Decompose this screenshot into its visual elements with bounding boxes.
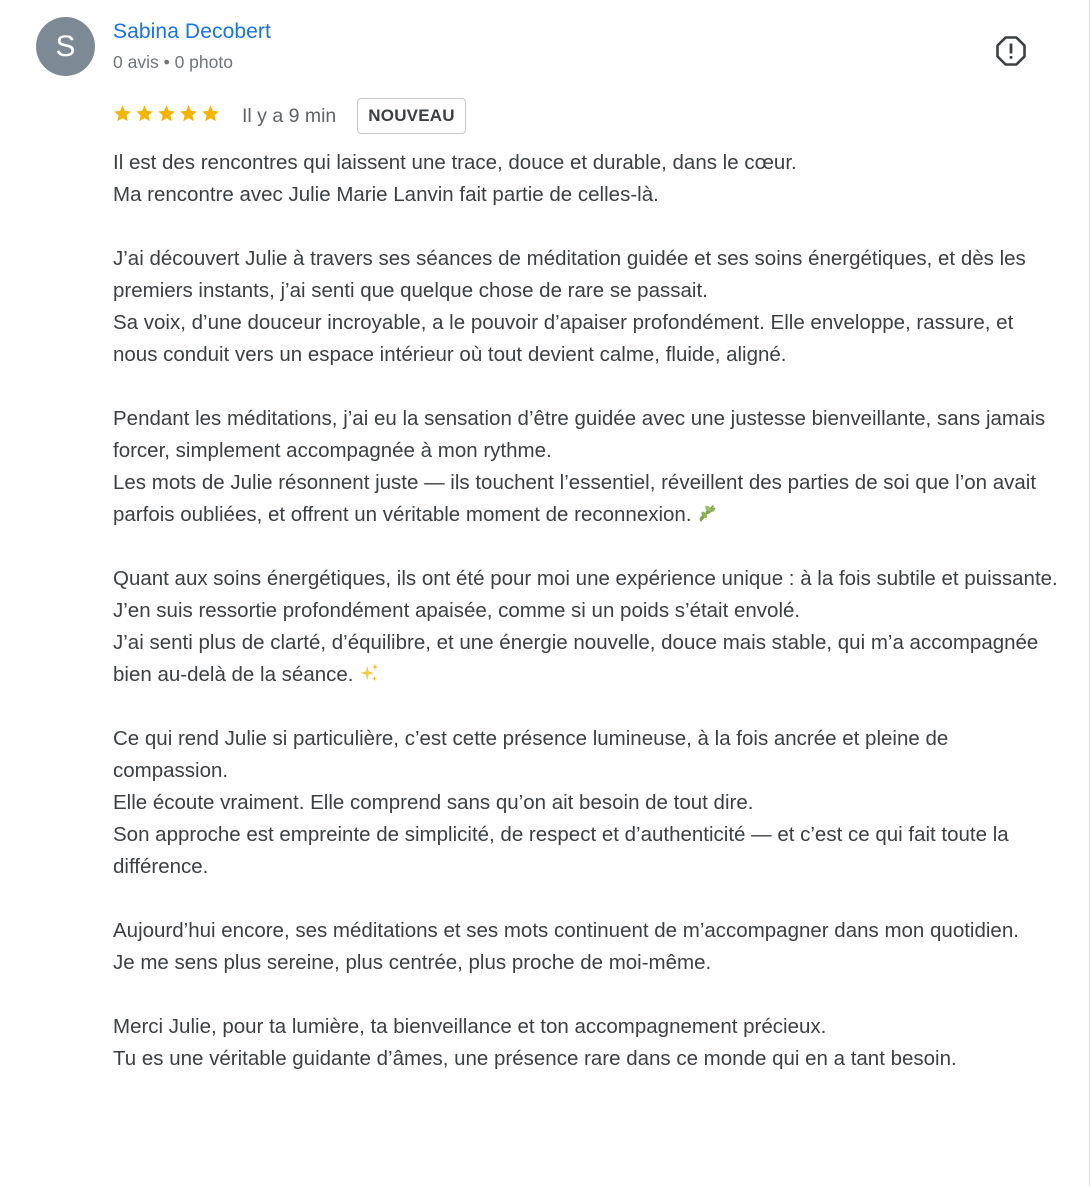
herb-emoji — [692, 503, 718, 526]
review-time: Il y a 9 min — [242, 104, 337, 127]
reviewer-name-link[interactable]: Sabina Decobert — [113, 20, 271, 43]
review-paragraph: Merci Julie, pour ta lumière, ta bienveillance et ton accompagnement précieux. Tu es une véritable guidante d’âmes, une présence rare dans ce monde qui en a tant besoin. — [113, 1015, 957, 1070]
star-icon — [135, 104, 154, 128]
star-icon — [113, 104, 132, 128]
star-rating — [113, 104, 220, 128]
star-icon — [157, 104, 176, 128]
review-paragraph: J’ai découvert Julie à travers ses séances de méditation guidée et ses soins énergétiques, et dès les premiers instants, j’ai senti que quelque chose de rare se passait. Sa voix, d’une douceur incroyable, a le pouvoir d’apaiser profondément. Elle enveloppe, rassure, et nous conduit vers un espace intérieur où tout devient calme, fluide, aligné. — [113, 247, 1026, 366]
sparkles-emoji — [354, 663, 380, 686]
rating-row — [113, 97, 466, 135]
review-text — [113, 147, 1063, 1075]
star-icon — [179, 104, 198, 128]
review-paragraph: Il est des rencontres qui laissent une trace, douce et durable, dans le cœur. Ma rencontre avec Julie Marie Lanvin fait partie de celles-là. — [113, 151, 797, 206]
reviewer-stats: 0 avis • 0 photo — [113, 52, 233, 72]
review-paragraph: Ce qui rend Julie si particulière, c’est cette présence lumineuse, à la fois ancrée et pleine de compassion. Elle écoute vraiment. Elle comprend sans qu’on ait besoin de tout dire. Son approche est empreinte de simplicité, de respect et d’authenticité — et c’est ce qui fait toute la différence. — [113, 727, 1009, 878]
report-flag-icon[interactable] — [995, 35, 1027, 67]
new-badge: NOUVEAU — [357, 98, 465, 134]
review-paragraph: Quant aux soins énergétiques, ils ont été pour moi une expérience unique : à la fois subtile et puissante. J’en suis ressortie profondément apaisée, comme si un poids s’était envolé. J’ai senti plus de clarté, d’équilibre, et une énergie nouvelle, douce mais stable, qui m’a accompagnée bien au-delà de la séance. — [113, 567, 1058, 686]
panel-divider — [1089, 0, 1090, 1186]
star-icon — [201, 104, 220, 128]
avatar[interactable]: S — [36, 17, 95, 76]
review-paragraph: Aujourd’hui encore, ses méditations et ses mots continuent de m’accompagner dans mon quotidien. Je me sens plus sereine, plus centrée, plus proche de moi-même. — [113, 919, 1019, 974]
review-paragraph: Pendant les méditations, j’ai eu la sensation d’être guidée avec une justesse bienveillante, sans jamais forcer, simplement accompagnée à mon rythme. Les mots de Julie résonnent juste — ils touchent l’essentiel, réveillent des parties de soi que l’on avait parfois oubliées, et offrent un véritable moment de reconnexion. — [113, 407, 1046, 526]
